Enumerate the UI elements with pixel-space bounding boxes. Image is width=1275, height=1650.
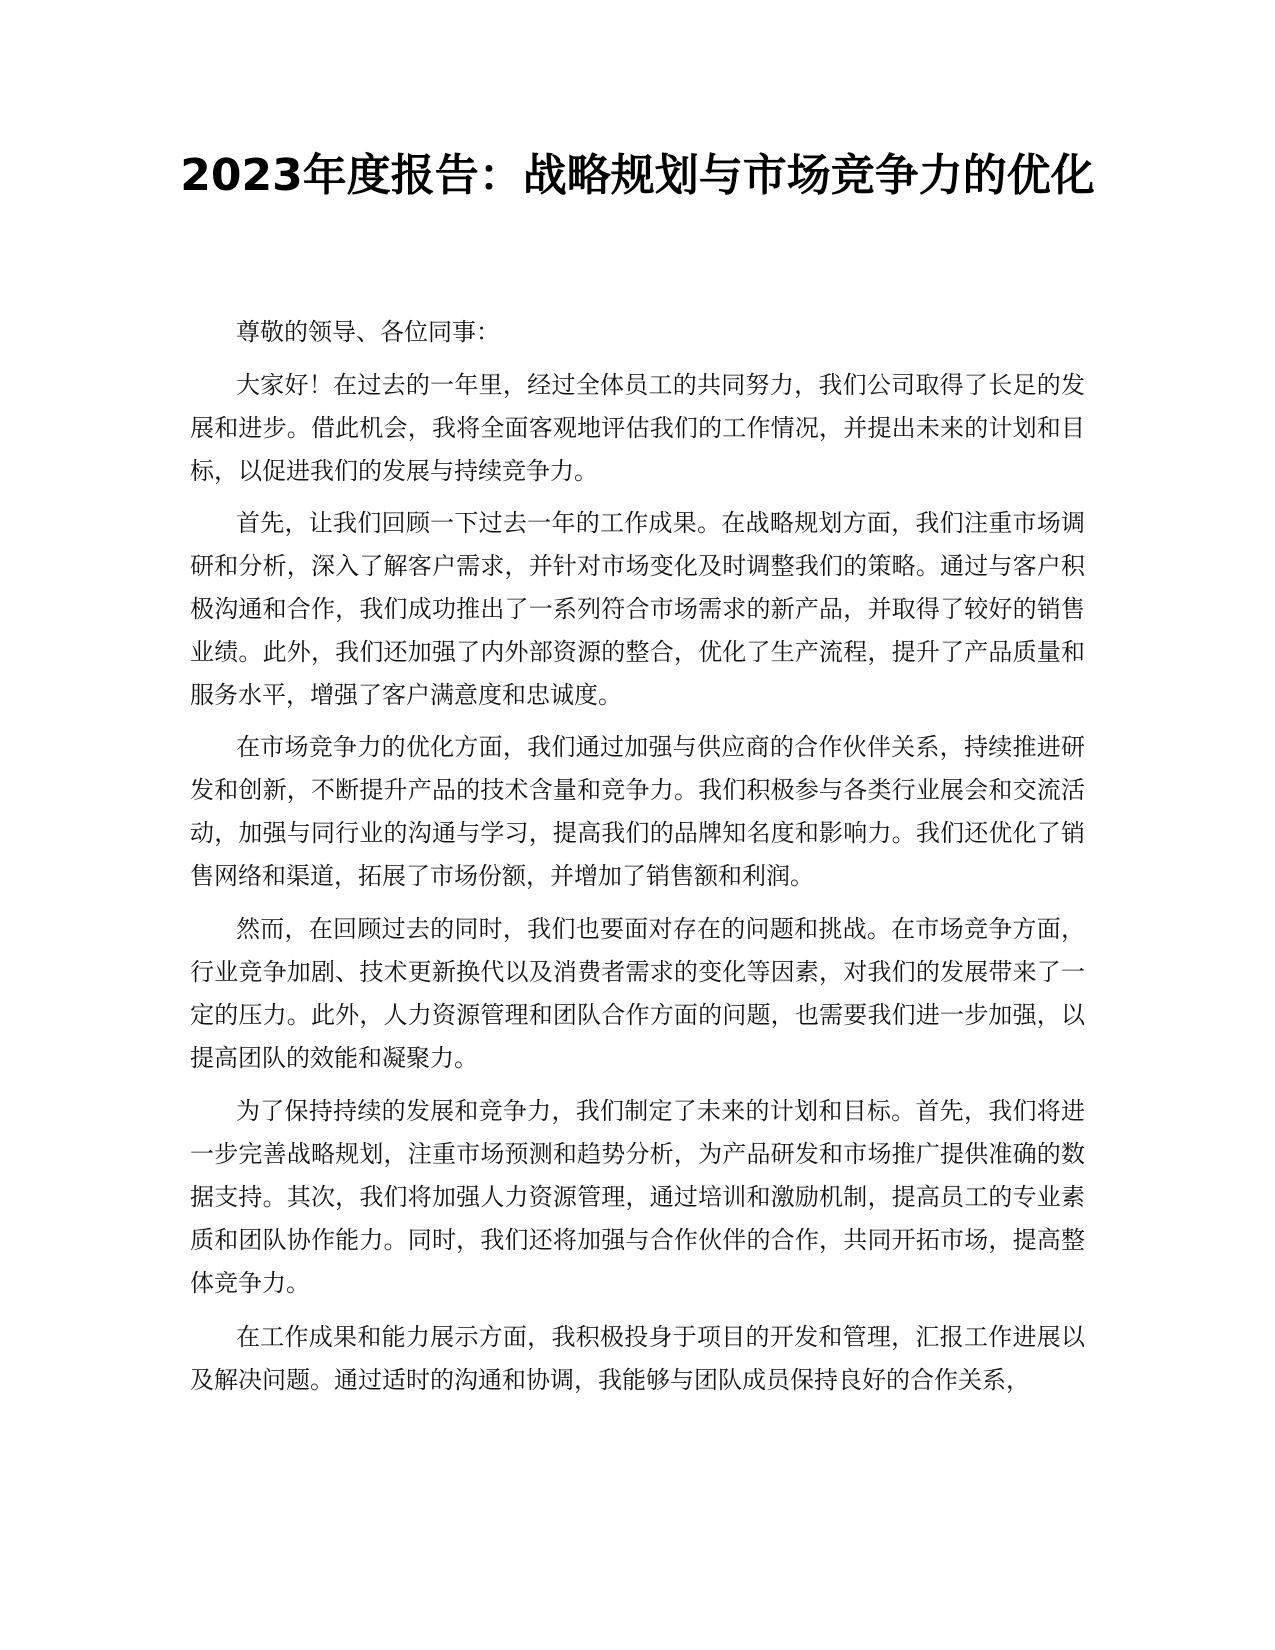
paragraph-competitiveness: 在市场竞争力的优化方面，我们通过加强与供应商的合作伙伴关系，持续推进研发和创新，不断提升产品的技术含量和竞争力。我们积极参与各类行业展会和交流活动，加强与同行业的沟通与学习，提高我们的品牌知名度和影响力。我们还优化了销售网络和渠道，拓展了市场份额，并增加了销售额和利润。: [190, 733, 1085, 890]
body-paragraph-4: [190, 726, 1085, 898]
paragraph-plans: 为了保持持续的发展和竞争力，我们制定了未来的计划和目标。首先，我们将进一步完善战略规划，注重市场预测和趋势分析，为产品研发和市场推广提供准确的数据支持。其次，我们将加强人力资源管理，通过培训和激励机制，提高员工的专业素质和团队协作能力。同时，我们还将加强与合作伙伴的合作，共同开拓市场，提高整体竞争力。: [190, 1097, 1085, 1297]
paragraph-personal-work: 在工作成果和能力展示方面，我积极投身于项目的开发和管理，汇报工作进展以及解决问题。通过适时的沟通和协调，我能够与团队成员保持良好的合作关系，: [190, 1323, 1085, 1394]
body-paragraph-3: [190, 502, 1085, 717]
paragraph-achievements: 首先，让我们回顾一下过去一年的工作成果。在战略规划方面，我们注重市场调研和分析，深入了解客户需求，并针对市场变化及时调整我们的策略。通过与客户积极沟通和合作，我们成功推出了一系列符合市场需求的新产品，并取得了较好的销售业绩。此外，我们还加强了内外部资源的整合，优化了生产流程，提升了产品质量和服务水平，增强了客户满意度和忠诚度。: [190, 509, 1085, 709]
paragraph-greeting: 大家好！在过去的一年里，经过全体员工的共同努力，我们公司取得了长足的发展和进步。借此机会，我将全面客观地评估我们的工作情况，并提出未来的计划和目标，以促进我们的发展与持续竞争力。: [190, 371, 1085, 485]
body-paragraph-7: [190, 1316, 1085, 1402]
body-paragraph-2: [190, 364, 1085, 493]
body-paragraph-5: [190, 908, 1085, 1080]
paragraph-challenges: 然而，在回顾过去的同时，我们也要面对存在的问题和挑战。在市场竞争方面，行业竞争加剧、技术更新换代以及消费者需求的变化等因素，对我们的发展带来了一定的压力。此外，人力资源管理和团队合作方面的问题，也需要我们进一步加强，以提高团队的效能和凝聚力。: [190, 915, 1085, 1072]
body-paragraph-1: [190, 311, 1085, 354]
salutation: 尊敬的领导、各位同事：: [236, 318, 500, 346]
body-paragraph-6: [190, 1090, 1085, 1305]
document-title: 2023年度报告：战略规划与市场竞争力的优化: [180, 150, 1095, 201]
